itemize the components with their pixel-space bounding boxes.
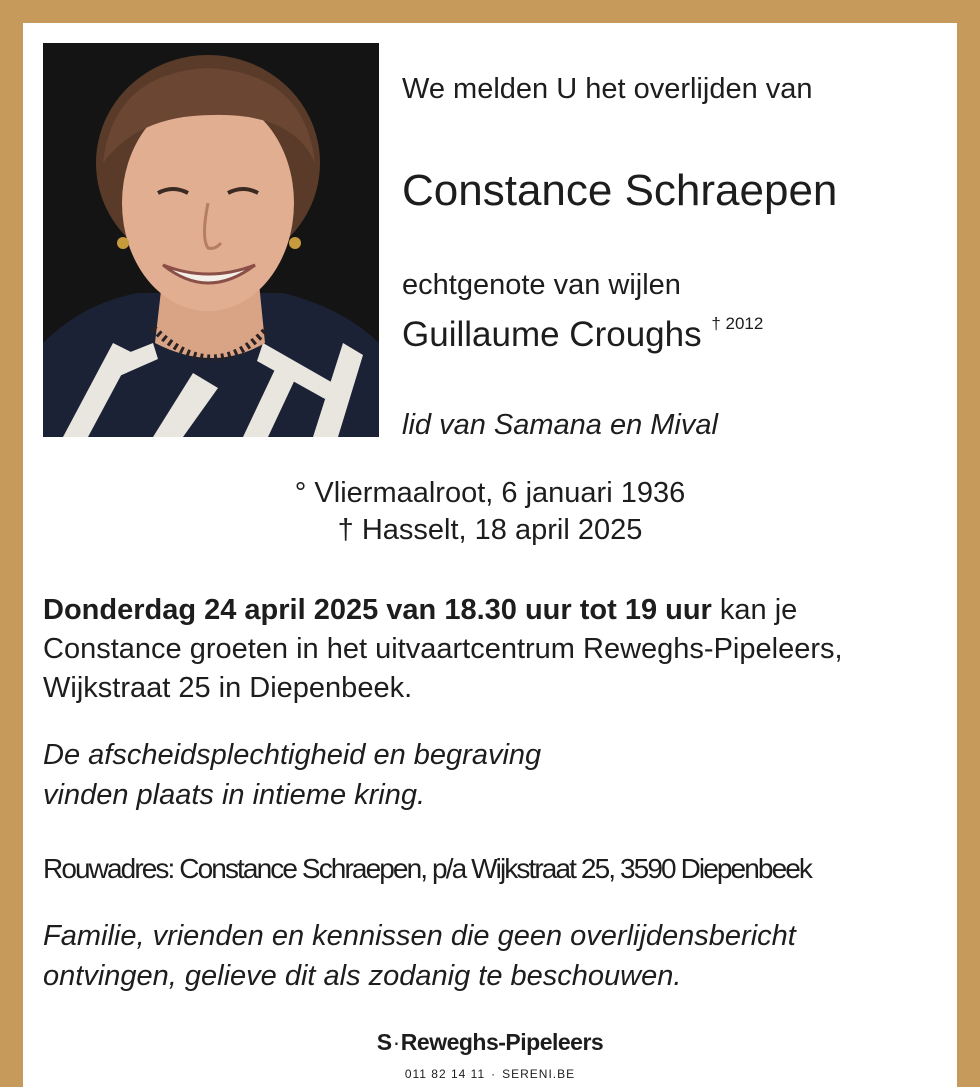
contact-line bbox=[23, 1067, 957, 1081]
logo-dot: · bbox=[392, 1029, 400, 1055]
spouse-name: Guillaume Croughs bbox=[402, 315, 702, 354]
closing-line-1: Familie, vrienden en kennissen die geen overlijdensbericht bbox=[43, 920, 796, 952]
mourning-address: Rouwadres: Constance Schraepen, p/a Wijkstraat 25, 3590 Diepenbeek bbox=[43, 853, 812, 884]
visitation-date: Donderdag 24 april 2025 van 18.30 uur tot 19 uur bbox=[43, 594, 712, 626]
funeral-home-logo bbox=[23, 1029, 957, 1056]
logo-name: Reweghs-Pipeleers bbox=[400, 1029, 604, 1055]
website: SERENI.BE bbox=[502, 1067, 576, 1081]
birth-line: ° Vliermaalroot, 6 januari 1936 bbox=[294, 477, 686, 509]
closing-line-2: ontvingen, gelieve dit als zodanig te beschouwen. bbox=[43, 960, 682, 992]
phone-number: 011 82 14 11 bbox=[404, 1067, 486, 1081]
spouse-line bbox=[402, 315, 763, 355]
visitation-text bbox=[43, 591, 903, 708]
spouse-death-year: † 2012 bbox=[711, 314, 764, 333]
contact-separator: · bbox=[491, 1067, 497, 1081]
ceremony-text bbox=[43, 735, 743, 815]
ceremony-line-1: De afscheidsplechtigheid en begraving bbox=[43, 739, 542, 771]
ceremony-line-2: vinden plaats in intieme kring. bbox=[43, 779, 426, 811]
membership: lid van Samana en Mival bbox=[402, 409, 718, 441]
portrait-illustration bbox=[43, 43, 379, 437]
obituary-card bbox=[23, 23, 957, 1087]
visitation-details: kan je Constance groeten in het uitvaartcentrum Reweghs-Pipeleers, Wijkstraat 25 in Diepenbeek. bbox=[43, 594, 843, 704]
death-line: † Hasselt, 18 april 2025 bbox=[337, 514, 643, 546]
spouse-intro: echtgenote van wijlen bbox=[402, 269, 681, 301]
logo-mark: S bbox=[376, 1029, 392, 1055]
announcement-intro: We melden U het overlijden van bbox=[402, 73, 813, 105]
closing-notice bbox=[43, 916, 943, 996]
deceased-name: Constance Schraepen bbox=[402, 166, 838, 215]
portrait-photo bbox=[43, 43, 379, 437]
